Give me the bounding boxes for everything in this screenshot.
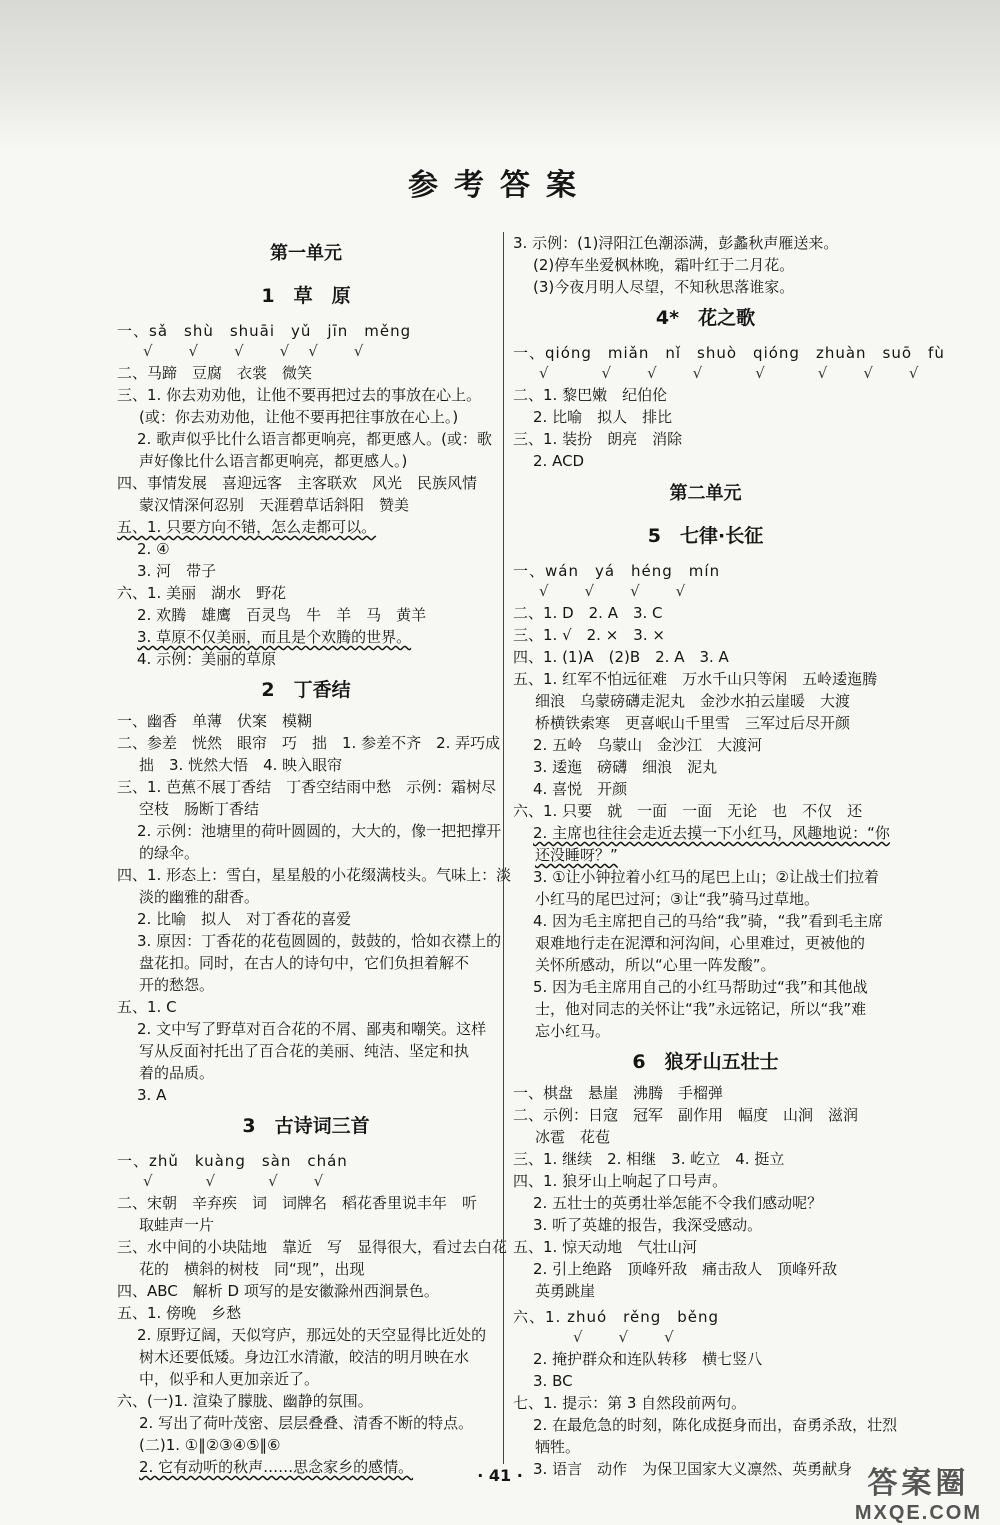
answer-line: 2. 在最危急的时刻，陈化成挺身而出，奋勇杀敌，壮烈 — [533, 1416, 898, 1434]
answer-line: 四、1. (1)A (2)B 2. A 3. A — [513, 648, 729, 666]
answer-line: 一、棋盘 悬崖 沸腾 手榴弹 — [513, 1084, 724, 1102]
answer-line: 2. ④ — [137, 540, 170, 558]
answer-line: 2. 原野辽阔，天似穹庐，那远处的天空显得比近处的 — [137, 1326, 487, 1344]
answer-line: 花的 横斜的树枝 同“现”，出现 — [139, 1260, 365, 1278]
answer-line: 三、1. 继续 2. 相继 3. 屹立 4. 挺立 — [513, 1150, 785, 1168]
answer-line: 三、1. √ 2. × 3. × — [513, 626, 665, 644]
right-column — [513, 232, 945, 1480]
answer-line: 2. 示例：池塘里的荷叶圆圆的，大大的，像一把把撑开 — [137, 822, 502, 840]
answer-line: 4. 示例：美丽的草原 — [137, 650, 277, 668]
pinyin-line: 一、wán yá héng mín — [513, 562, 721, 580]
answer-line: 4. 因为毛主席把自己的马给“我”骑，“我”看到毛主席 — [533, 912, 884, 930]
answer-line: 二、参差 恍然 眼帘 巧 拙 1. 参差不齐 2. 弄巧成 — [117, 734, 501, 752]
answer-line: 5. 因为毛主席用自己的小红马帮助过“我”和其他战 — [533, 978, 868, 996]
pinyin-line: 六、1. zhuó rěng běng — [513, 1308, 720, 1326]
answer-line: 冰雹 花苞 — [535, 1128, 611, 1146]
answer-line: 写从反面衬托出了百合花的美丽、纯洁、坚定和执 — [139, 1042, 470, 1060]
answer-line: 七、1. 提示：第 3 自然段前两句。 — [513, 1394, 747, 1412]
answer-line: 3. 听了英雄的报告，我深受感动。 — [533, 1216, 763, 1234]
answer-line: (或：你去劝劝他，让他不要再把往事放在心上。) — [139, 408, 459, 426]
answer-line: 4. 喜悦 开颜 — [533, 780, 628, 798]
answer-line: 六、1. 美丽 湖水 野花 — [117, 584, 287, 602]
answer-line: 开的愁怨。 — [139, 976, 215, 994]
answer-line: 细浪 乌蒙磅礴走泥丸 金沙水拍云崖暖 大渡 — [535, 692, 851, 710]
lesson-heading: 5 七律·长征 — [647, 525, 764, 547]
lesson-heading: 6 狼牙山五壮士 — [632, 1051, 779, 1073]
top-scan-band — [0, 0, 1000, 150]
answer-line: 2. 引上绝路 顶峰歼敌 痛击敌人 顶峰歼敌 — [533, 1260, 838, 1278]
watermark-text-cn: 答案圈 — [867, 1467, 970, 1500]
unit-heading: 第一单元 — [270, 243, 342, 264]
pinyin-line: 一、qióng miǎn nǐ shuò qióng zhuàn suō fù — [513, 344, 945, 362]
answer-line: 二、宋朝 辛弃疾 词 词牌名 稻花香里说丰年 听 — [117, 1194, 478, 1212]
answer-line: 三、1. 装扮 朗亮 消除 — [513, 430, 683, 448]
answer-line: 着的品质。 — [139, 1064, 215, 1082]
answer-line: 二、1. D 2. A 3. C — [513, 604, 663, 622]
answer-line: 的绿伞。 — [139, 844, 200, 862]
watermark-text-url: MXQE.COM — [854, 1502, 982, 1524]
tick-marks: √ √ √ √ — [539, 582, 688, 600]
answer-line: 2. 比喻 拟人 对丁香花的喜爱 — [137, 910, 352, 928]
answer-line: 2. 文中写了野草对百合花的不屑、鄙夷和嘲笑。这样 — [137, 1020, 487, 1038]
watermark-logo — [855, 1458, 982, 1525]
answer-line: 艰难地行走在泥潭和河沟间，心里难过，更被他的 — [535, 934, 866, 952]
answer-line: 2. 掩护群众和连队转移 横七竖八 — [533, 1350, 763, 1368]
answer-line: 3. A — [137, 1086, 167, 1104]
pinyin-line: 一、sǎ shù shuāi yǔ jīn měng — [117, 322, 412, 340]
answer-line: 桥横铁索寒 更喜岷山千里雪 三军过后尽开颜 — [535, 714, 851, 732]
answer-line: 盘花扣。同时，在古人的诗句中，它们负担着解不 — [139, 954, 470, 972]
answer-line: 四、事情发展 喜迎远客 主客联欢 风光 民族风情 — [117, 474, 478, 492]
answer-line: 二、示例：日寇 冠军 副作用 幅度 山涧 滋润 — [513, 1106, 859, 1124]
answer-line: 还没睡呀？” — [535, 846, 618, 864]
answer-line: 忘小红马。 — [535, 1022, 611, 1040]
answer-line: 3. 语言 动作 为保卫国家大义凛然、英勇献身 — [533, 1460, 853, 1478]
answer-line: 六、(一)1. 渲染了朦胧、幽静的氛围。 — [117, 1392, 373, 1410]
unit-heading: 第二单元 — [669, 483, 742, 504]
answer-line: (二)1. ①‖②③④⑤‖⑥ — [139, 1436, 281, 1454]
answer-line: 淡的幽雅的甜香。 — [139, 888, 260, 906]
answer-line: 三、水中间的小块陆地 靠近 写 显得很大，看过去白花 — [117, 1238, 508, 1256]
answer-line: 3. 草原不仅美丽，而且是个欢腾的世界。 — [137, 628, 412, 646]
answer-line: 五、1. 红军不怕远征难 万水千山只等闲 五岭逶迤腾 — [513, 670, 878, 688]
lesson-heading: 1 草 原 — [261, 285, 351, 307]
answer-line: 3. 河 带子 — [137, 562, 217, 580]
left-column — [117, 232, 512, 1478]
lesson-heading: 4* 花之歌 — [655, 307, 756, 329]
answer-line: 四、1. 形态上：雪白，星星般的小花缀满枝头。气味上：淡 — [117, 866, 512, 884]
answer-line: 小红马的尾巴过河；③让“我”骑马过草地。 — [535, 890, 819, 908]
answer-line: 3. 逶迤 磅礴 细浪 泥丸 — [533, 758, 718, 776]
answer-line: 2. 比喻 拟人 排比 — [533, 408, 673, 426]
answer-line: 2. 歌声似乎比什么语言都更响亮，都更感人。(或：歌 — [137, 430, 492, 448]
answer-line: 关怀所感动，所以“心里一阵发酸”。 — [535, 956, 776, 974]
answer-line: 中，似乎和人更加亲近了。 — [139, 1370, 320, 1388]
answer-line: 蒙汉情深何忍别 天涯碧草话斜阳 赞美 — [139, 496, 410, 514]
answer-line: (2)停车坐爱枫林晚，霜叶红于二月花。 — [533, 256, 795, 274]
answer-line: 2. 欢腾 雄鹰 百灵鸟 牛 羊 马 黄羊 — [137, 606, 427, 624]
answer-line: 五、1. 傍晚 乡愁 — [117, 1304, 242, 1322]
answer-line: 士，他对同志的关怀让“我”永远铭记，所以“我”难 — [535, 1000, 867, 1018]
tick-marks: √ √ √ √ √ √ — [143, 342, 366, 360]
pinyin-line: 一、zhǔ kuàng sàn chán — [117, 1152, 348, 1170]
page-number: · 41 · — [477, 1466, 523, 1485]
answer-line: 三、1. 你去劝劝他，让他不要再把过去的事放在心上。 — [117, 386, 482, 404]
answer-line: 3. BC — [533, 1372, 573, 1390]
answer-line: 2. 五岭 乌蒙山 金沙江 大渡河 — [533, 736, 763, 754]
column-divider — [503, 232, 504, 1464]
answer-line: 声好像比什么语言都更响亮，都更感人。) — [139, 452, 408, 470]
answer-line: 3. 示例：(1)浔阳江色潮添满，彭蠡秋声雁送来。 — [513, 234, 839, 252]
answer-line: 拙 3. 恍然大悟 4. 映入眼帘 — [139, 756, 343, 774]
answer-line: 2. 它有动听的秋声……思念家乡的感情。 — [139, 1458, 414, 1476]
answer-line: 四、ABC 解析 D 项写的是安徽滁州西涧景色。 — [117, 1282, 439, 1300]
tick-marks: √ √ √ √ — [143, 1172, 326, 1190]
answer-line: 2. 五壮士的英勇壮举怎能不令我们感动呢？ — [533, 1194, 823, 1212]
answer-line: 树木还要低矮。身边江水清澈，皎洁的明月映在水 — [139, 1348, 470, 1366]
answer-line: 五、1. C — [117, 998, 177, 1016]
answer-line: 三、1. 芭蕉不展丁香结 丁香空结雨中愁 示例：霜树尽 — [117, 778, 497, 796]
answer-line: 2. ACD — [533, 452, 585, 470]
answer-line: 五、1. 惊天动地 气壮山河 — [513, 1238, 698, 1256]
answer-line: 四、1. 狼牙山上响起了口号声。 — [513, 1172, 728, 1190]
answer-line: 空枝 肠断丁香结 — [139, 800, 260, 818]
lesson-heading: 3 古诗词三首 — [242, 1115, 370, 1137]
answer-line: 牺牲。 — [535, 1438, 581, 1456]
answer-line: (3)今夜月明人尽望，不知秋思落谁家。 — [533, 278, 795, 296]
answer-line: 3. ①让小钟拉着小红马的尾巴上山；②让战士们拉着 — [533, 868, 879, 886]
tick-marks: √ √ √ √ √ √ √ √ — [539, 364, 921, 382]
answer-line: 2. 主席也往往会走近去摸一下小红马，风趣地说：“你 — [533, 824, 890, 842]
answer-line: 3. 原因：丁香花的花苞圆圆的，鼓鼓的，恰如衣襟上的 — [137, 932, 502, 950]
answer-line: 五、1. 只要方向不错，怎么走都可以。 — [117, 518, 377, 536]
tick-marks: √ √ √ — [539, 1328, 676, 1346]
lesson-heading: 2 丁香结 — [261, 679, 351, 701]
answer-line: 2. 写出了荷叶茂密、层层叠叠、清香不断的特点。 — [139, 1414, 474, 1432]
answer-line: 取蛙声一片 — [139, 1216, 215, 1234]
answer-line: 二、马蹄 豆腐 衣裳 微笑 — [117, 364, 313, 382]
page-title: 参考答案 — [408, 168, 592, 203]
answer-line: 一、幽香 单薄 伏案 模糊 — [117, 712, 313, 730]
answer-line: 六、1. 只要 就 一面 一面 无论 也 不仅 还 — [513, 802, 863, 820]
answer-line: 英勇跳崖 — [535, 1282, 596, 1300]
answer-line: 二、1. 黎巴嫩 纪伯伦 — [513, 386, 668, 404]
